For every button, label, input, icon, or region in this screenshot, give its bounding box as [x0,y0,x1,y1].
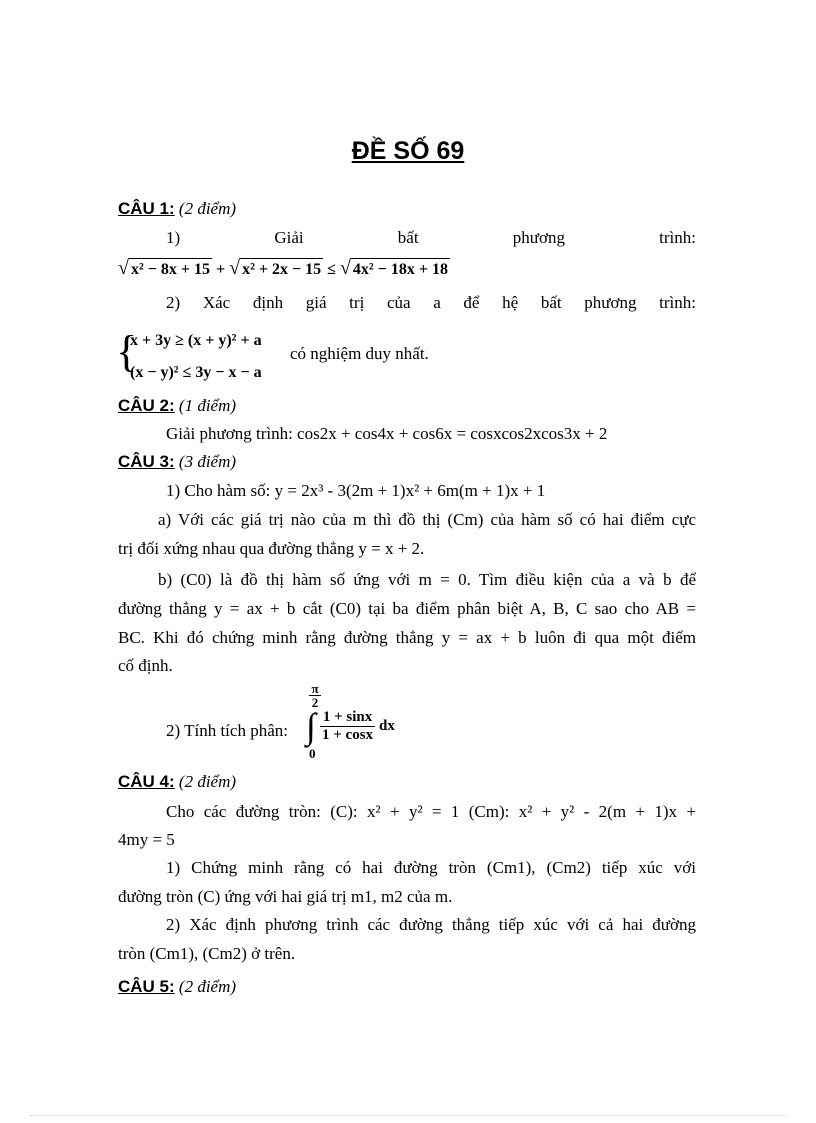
radicand-1: x² − 8x + 15 [129,258,212,281]
radicand-3: 4x² − 18x + 18 [351,258,450,281]
system-line-1: x + 3y ≥ (x + y)² + a [130,332,262,349]
cau1-heading [118,198,696,220]
upper-limit-num: π [309,682,321,696]
cau1-p2-text: 2) Xác định giá trị của a để hệ bất phương trình: [166,293,696,312]
cau2-points: (1 điểm) [178,396,237,415]
cau1-p1-word4: trình: [659,228,696,247]
system-brace: { [116,327,138,376]
cau1-inequality: √ x² − 8x + 15 + √ x² + 2x − 15 ≤ √ 4x² − 18x + 18 [118,257,448,279]
cau5-points: (2 điểm) [178,977,237,996]
integrand-dx: dx [379,718,395,734]
cau2-heading [118,395,696,417]
cau3-points: (3 điểm) [178,452,237,471]
cau3-b-line2: đường thẳng y = ax + b cắt (C0) tại ba điểm phân biệt A, B, C sao cho AB = [118,599,696,618]
cau5-heading [118,976,696,998]
cau4-line1: Cho các đường tròn: (C): x² + y² = 1 (Cm): x² + y² - 2(m + 1)x + [166,802,696,821]
cau2-label: CÂU 2: [118,396,175,415]
radicand-2: x² + 2x − 15 [240,258,323,281]
upper-limit-den: 2 [311,695,319,710]
cau3-a-line1: a) Với các giá trị nào của m thì đồ thị (Cm) của hàm số có hai điểm cực [158,510,696,529]
cau4-line2: 4my = 5 [118,830,175,849]
cau4-p2-line1: 2) Xác định phương trình các đường thẳng tiếp xúc với cả hai đường [166,915,696,934]
footer-divider [30,1115,786,1116]
cau3-heading [118,451,696,473]
cau1-label: CÂU 1: [118,199,175,218]
cau3-b-line3: BC. Khi đó chứng minh rằng đường thẳng y = ax + b luôn đi qua một điểm [118,628,696,647]
cau4-label: CÂU 4: [118,772,175,791]
cau1-p1-word3: phương [512,228,565,247]
integrand-numerator: 1 + sinx [320,709,375,727]
cau3-line1: 1) Cho hàm số: y = 2x³ - 3(2m + 1)x² + 6m(m + 1)x + 1 [166,481,546,500]
cau1-p1-num: 1) [166,228,181,247]
cau4-p1-line2: đường tròn (C) ứng với hai giá trị m1, m2 của m. [118,887,453,906]
integrand-fraction [320,709,375,744]
cau3-line2-text: 2) Tính tích phân: [166,721,288,740]
cau4-p2-line2: tròn (Cm1), (Cm2) ở trên. [118,944,296,963]
cau5-label: CÂU 5: [118,977,175,996]
cau4-points: (2 điểm) [178,772,237,791]
cau2-text: Giải phương trình: cos2x + cos4x + cos6x = cosxcos2xcos3x + 2 [166,424,608,443]
cau1-p1-word1: Giải [274,228,304,247]
cau4-p1-line1: 1) Chứng minh rằng có hai đường tròn (Cm1), (Cm2) tiếp xúc với [166,858,696,877]
cau1-p1-word2: bất [397,228,419,247]
page-title: ĐỀ SỐ 69 [351,137,465,165]
integrand-denominator: 1 + cosx [322,727,374,743]
integral-lower-limit: 0 [309,746,316,761]
integral-upper-limit [309,682,321,709]
cau4-heading [118,771,696,793]
system-line-2: (x − y)² ≤ 3y − x − a [130,364,262,381]
integrand [320,709,395,744]
cau3-b-line4: cố định. [118,656,173,675]
cau1-p1-line [166,227,696,249]
integral-sign: ∫ [306,706,316,746]
cau3-b-line1: b) (C0) là đồ thị hàm số ứng với m = 0. Tìm điều kiện của a và b để [158,570,696,589]
cau3-a-line2: trị đối xứng nhau qua đường thẳng y = x + 2. [118,539,425,558]
cau3-label: CÂU 3: [118,452,175,471]
system-tail: có nghiệm duy nhất. [290,344,429,363]
cau1-points: (2 điểm) [178,199,237,218]
